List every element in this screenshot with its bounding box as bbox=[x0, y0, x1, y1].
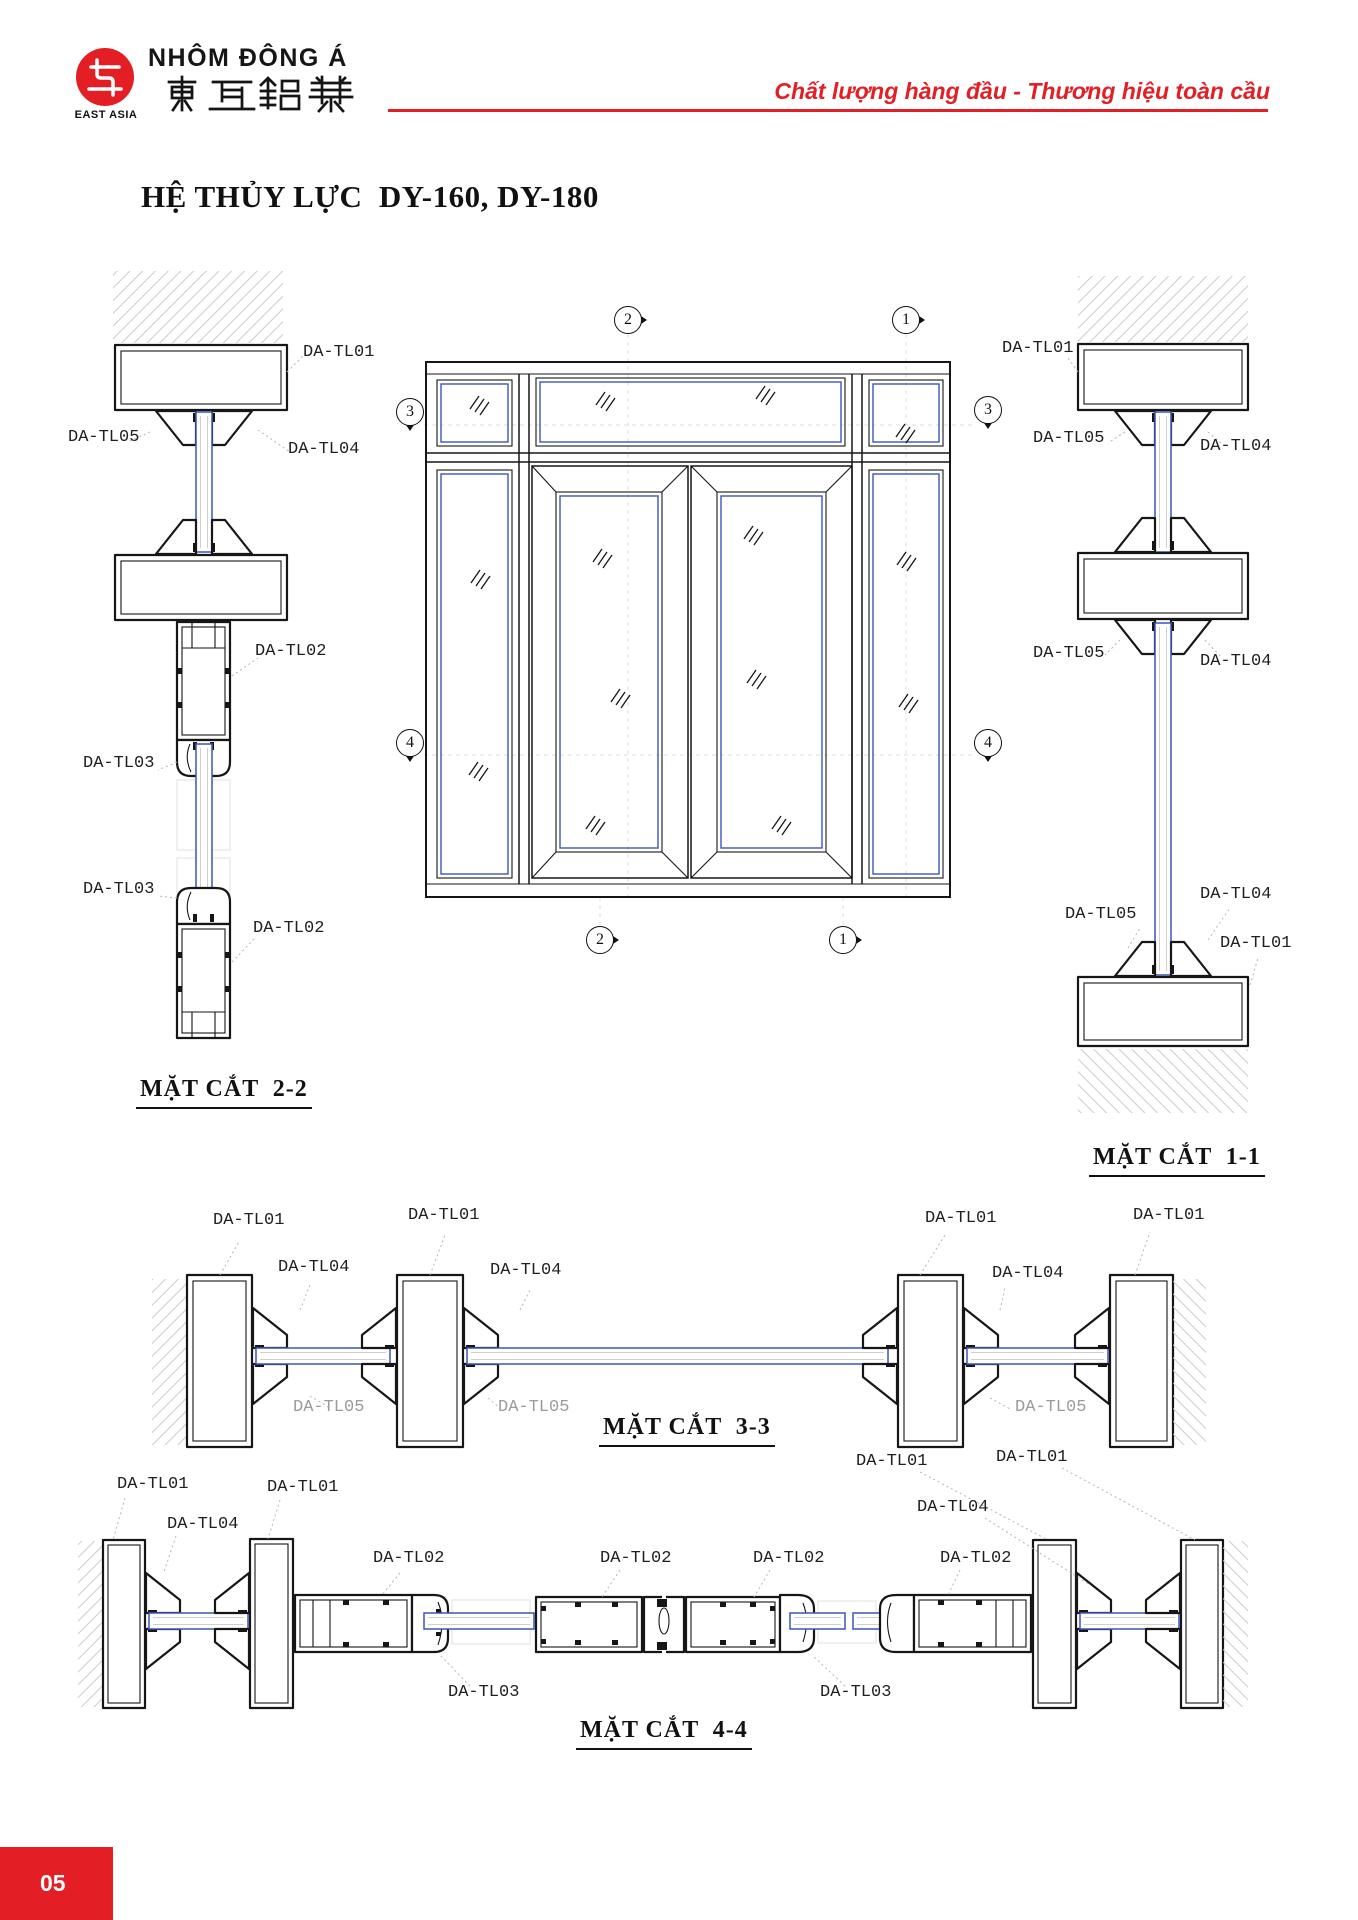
wall-hatch bbox=[1078, 276, 1248, 342]
part-label: DA-TL03 bbox=[820, 1683, 892, 1702]
part-label: DA-TL01 bbox=[996, 1448, 1068, 1467]
page-title: HỆ THỦY LỰC DY-160, DY-180 bbox=[141, 178, 599, 214]
brand-name-vietnamese: NHÔM ĐÔNG Á bbox=[148, 44, 348, 72]
wall-hatch bbox=[1173, 1279, 1206, 1445]
part-label: DA-TL05 bbox=[1015, 1398, 1087, 1417]
side-glass-panels bbox=[437, 470, 943, 878]
section-title-2-2: MẶT CẮT 2-2 bbox=[136, 1076, 312, 1109]
section-4-4-drawing bbox=[78, 1468, 1248, 1708]
part-label: DA-TL02 bbox=[253, 919, 325, 938]
wall-hatch bbox=[113, 271, 283, 343]
section-title-3-3: MẶT CẮT 3-3 bbox=[599, 1414, 775, 1447]
part-label: DA-TL02 bbox=[600, 1549, 672, 1568]
part-label: DA-TL02 bbox=[373, 1549, 445, 1568]
elevation-view bbox=[424, 334, 975, 926]
part-label: DA-TL05 bbox=[1033, 644, 1105, 663]
section-marker: 3 bbox=[974, 396, 1002, 424]
part-label: DA-TL04 bbox=[288, 440, 360, 459]
part-label: DA-TL02 bbox=[255, 642, 327, 661]
part-label: DA-TL05 bbox=[1033, 429, 1105, 448]
part-label: DA-TL01 bbox=[1002, 339, 1074, 358]
brand-subtitle: EAST ASIA bbox=[74, 109, 138, 121]
part-label: DA-TL01 bbox=[925, 1209, 997, 1228]
section-marker: 4 bbox=[974, 729, 1002, 757]
part-label: DA-TL01 bbox=[856, 1452, 928, 1471]
part-label: DA-TL01 bbox=[213, 1211, 285, 1230]
part-label: DA-TL01 bbox=[408, 1206, 480, 1225]
part-label: DA-TL04 bbox=[1200, 437, 1272, 456]
door-leaf-right bbox=[691, 466, 852, 878]
part-label: DA-TL01 bbox=[1220, 934, 1292, 953]
page-footer bbox=[0, 1847, 113, 1920]
part-label: DA-TL03 bbox=[83, 880, 155, 899]
part-label: DA-TL01 bbox=[117, 1475, 189, 1494]
part-label: DA-TL04 bbox=[167, 1515, 239, 1534]
section-marker: 1 bbox=[829, 926, 857, 954]
section-title-4-4: MẶT CẮT 4-4 bbox=[576, 1717, 752, 1750]
part-label: DA-TL04 bbox=[992, 1264, 1064, 1283]
part-label: DA-TL04 bbox=[278, 1258, 350, 1277]
part-label: DA-TL03 bbox=[448, 1683, 520, 1702]
part-label: DA-TL01 bbox=[303, 343, 375, 362]
part-label: DA-TL04 bbox=[1200, 885, 1272, 904]
part-label: DA-TL02 bbox=[753, 1549, 825, 1568]
part-label: DA-TL03 bbox=[83, 754, 155, 773]
wall-hatch bbox=[78, 1541, 103, 1707]
part-label: DA-TL01 bbox=[267, 1478, 339, 1497]
wall-hatch bbox=[1223, 1541, 1248, 1707]
transom-glass-panels bbox=[437, 378, 943, 446]
part-label: DA-TL04 bbox=[1200, 652, 1272, 671]
section-title-1-1: MẶT CẮT 1-1 bbox=[1089, 1144, 1265, 1177]
part-label: DA-TL02 bbox=[940, 1549, 1012, 1568]
part-label: DA-TL04 bbox=[917, 1498, 989, 1517]
page-number: 05 bbox=[40, 1870, 66, 1896]
part-label: DA-TL05 bbox=[498, 1398, 570, 1417]
part-label: DA-TL05 bbox=[1065, 905, 1137, 924]
brand-tagline: Chất lượng hàng đầu - Thương hiệu toàn cầu bbox=[774, 78, 1270, 104]
door-leaf-left bbox=[532, 466, 688, 878]
wall-hatch bbox=[1078, 1049, 1248, 1113]
part-label: DA-TL01 bbox=[1133, 1206, 1205, 1225]
section-marker: 3 bbox=[396, 398, 424, 426]
part-label: DA-TL05 bbox=[68, 428, 140, 447]
section-marker: 4 bbox=[396, 729, 424, 757]
section-marker: 2 bbox=[586, 926, 614, 954]
part-label: DA-TL05 bbox=[293, 1398, 365, 1417]
section-1-1-drawing bbox=[1068, 276, 1258, 1113]
section-marker: 1 bbox=[892, 306, 920, 334]
section-marker: 2 bbox=[614, 306, 642, 334]
wall-hatch bbox=[152, 1279, 187, 1445]
part-label: DA-TL04 bbox=[490, 1261, 562, 1280]
